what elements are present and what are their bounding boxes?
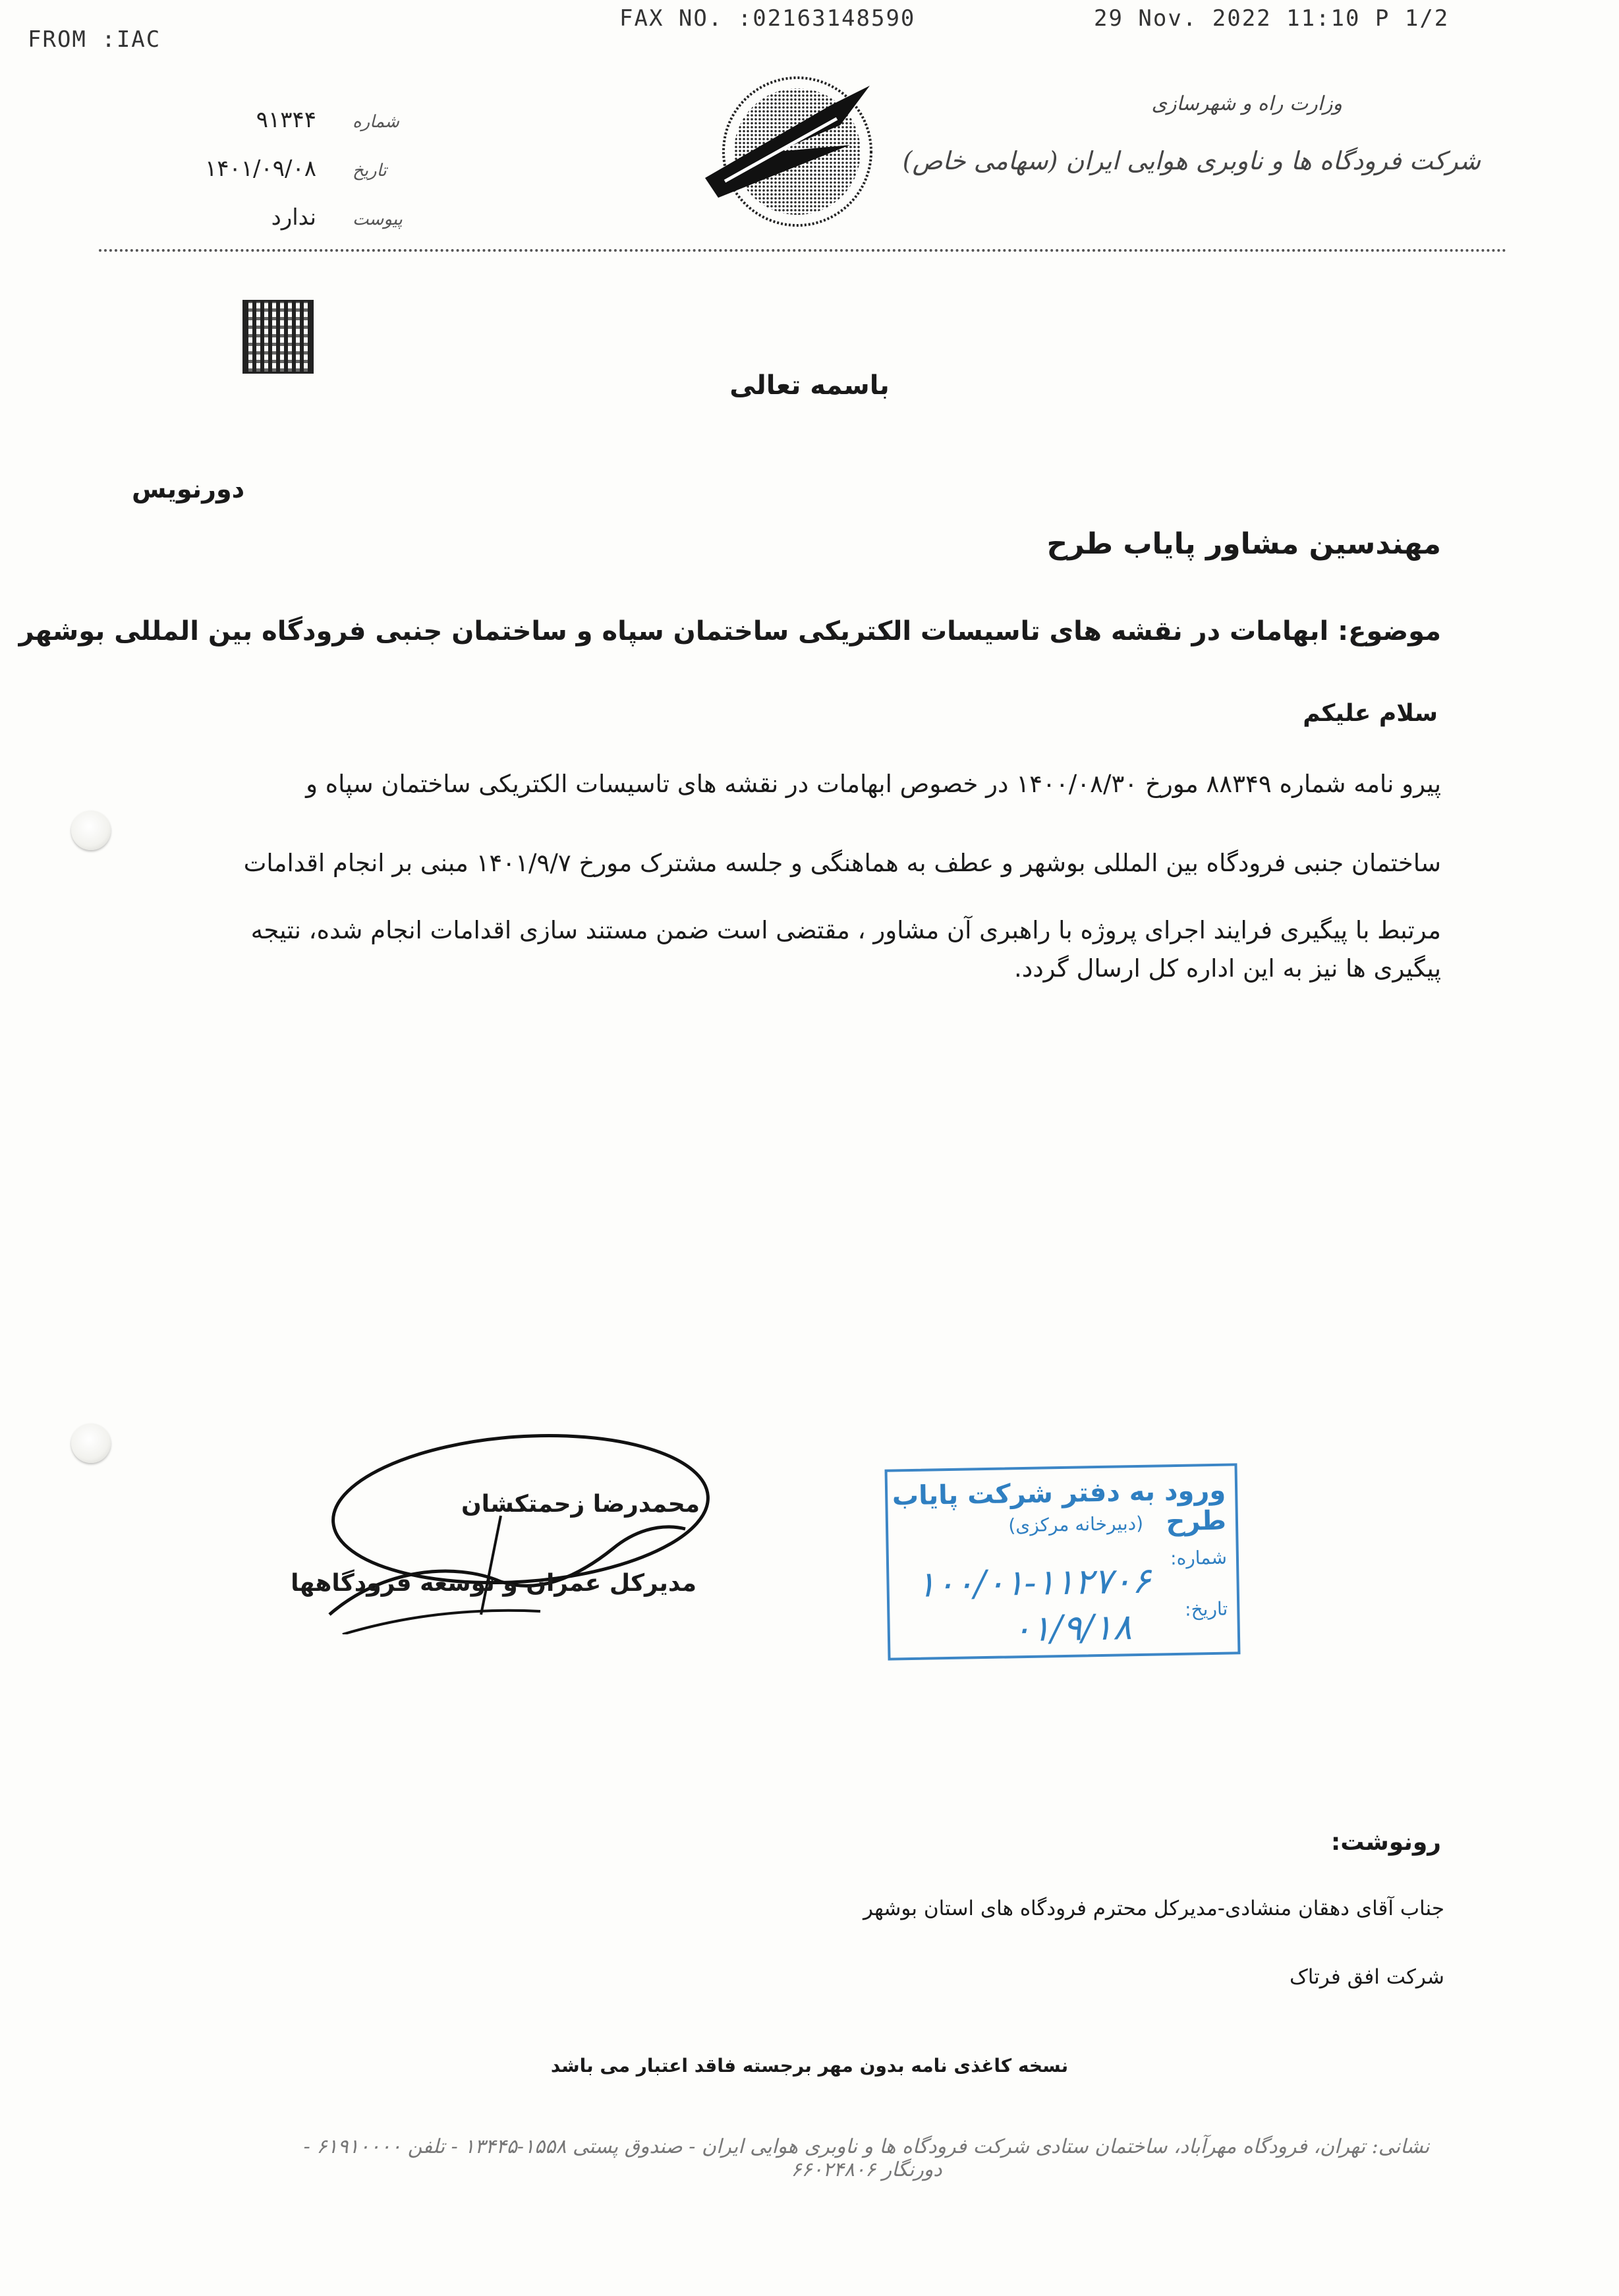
body-line-4: پیگیری ها نیز به این اداره کل ارسال گردد.	[1013, 954, 1441, 983]
body-line-1: پیرو نامه شماره ۸۸۳۴۹ مورخ ۱۴۰۰/۰۸/۳۰ در خصوص ابهامات در نقشه های تاسیسات الکتریکی ساختمان سپاه و	[306, 770, 1441, 798]
stamp-date-label: تاریخ:	[1184, 1597, 1228, 1621]
punch-hole-top	[71, 811, 111, 850]
letter-number: ۹۱۳۴۴	[256, 107, 316, 133]
stamp-number-value: ۱۰۰/۰۱-۱۱۲۷۰۶	[916, 1559, 1152, 1605]
received-stamp	[885, 1463, 1241, 1660]
signature-scribble	[303, 1417, 751, 1634]
letter-attachment: ندارد	[271, 204, 316, 231]
fax-datetime: 29 Nov. 2022 11:10 P 1/2	[1094, 5, 1450, 32]
company-logo	[698, 66, 883, 237]
qr-code	[242, 300, 314, 374]
ministry-name: وزارت راه و شهرسازی	[1151, 92, 1342, 115]
footer-address: نشانی: تهران، فرودگاه مهرآباد، ساختمان ستادی شرکت فرودگاه ها و ناوبری هوایی ایران - صندوق پستی ۱۵۵۸-۱۳۴۴۵ - تلفن ۶۱۹۱۰۰۰۰ - دورنگار ۶۶۰۲۴۸۰۶	[303, 2135, 1430, 2181]
cc-label: رونوشت:	[1330, 1829, 1441, 1856]
signatory-name: محمدرضا زحمتکشان	[461, 1491, 700, 1518]
validity-notice: نسخه کاغذی نامه بدون مهر برجسته فاقد اعتبار می باشد	[550, 2055, 1069, 2077]
fax-from: FROM :IAC	[28, 26, 161, 53]
body-line-2: ساختمان جنبی فرودگاه بین المللی بوشهر و عطف به هماهنگی و جلسه مشترک مورخ ۱۴۰۱/۹/۷ مبنی بر انجام اقدامات	[243, 849, 1441, 877]
greeting: سلام علیکم	[1303, 700, 1438, 727]
letter-date: ۱۴۰۱/۰۹/۰۸	[204, 156, 316, 182]
stamp-date-value: ۰۱/۹/۱۸	[1011, 1606, 1133, 1650]
letter-date-label: تاریخ	[353, 161, 387, 181]
transmission-type: دورنویس	[132, 474, 245, 503]
letter-attachment-label: پیوست	[353, 210, 403, 229]
recipient: مهندسین مشاور پایاب طرح	[1046, 527, 1441, 561]
stamp-title: ورود به دفتر شرکت پایاب طرح	[892, 1475, 1227, 1537]
letter-number-label: شماره	[353, 112, 399, 132]
stamp-subtitle: (دبیرخانه مرکزی)	[1008, 1512, 1144, 1537]
company-name: شرکت فرودگاه ها و ناوبری هوایی ایران (سهامی خاص)	[902, 146, 1481, 175]
header-divider	[99, 249, 1507, 252]
stamp-number-label: شماره:	[1170, 1546, 1228, 1570]
signatory-title: مدیرکل عمران و توسعه فرودگاهها	[291, 1570, 696, 1597]
subject-line: موضوع: ابهامات در نقشه های تاسیسات الکتریکی ساختمان سپاه و ساختمان جنبی فرودگاه بین المللی بوشهر	[18, 616, 1441, 646]
fax-number: FAX NO. :02163148590	[619, 5, 916, 32]
body-line-3: مرتبط با پیگیری فرایند اجرای پروژه با راهبری آن مشاور ، مقتضی است ضمن مستند سازی اقدامات انجام شده، نتیجه	[250, 916, 1441, 944]
cc-item-2: شرکت افق فرتاک	[1289, 1965, 1444, 1989]
punch-hole-bottom	[71, 1423, 111, 1463]
invocation-heading: باسمه تعالی	[729, 370, 890, 401]
cc-item-1: جناب آقای دهقان منشادی-مدیرکل محترم فرودگاه های استان بوشهر	[863, 1897, 1444, 1920]
